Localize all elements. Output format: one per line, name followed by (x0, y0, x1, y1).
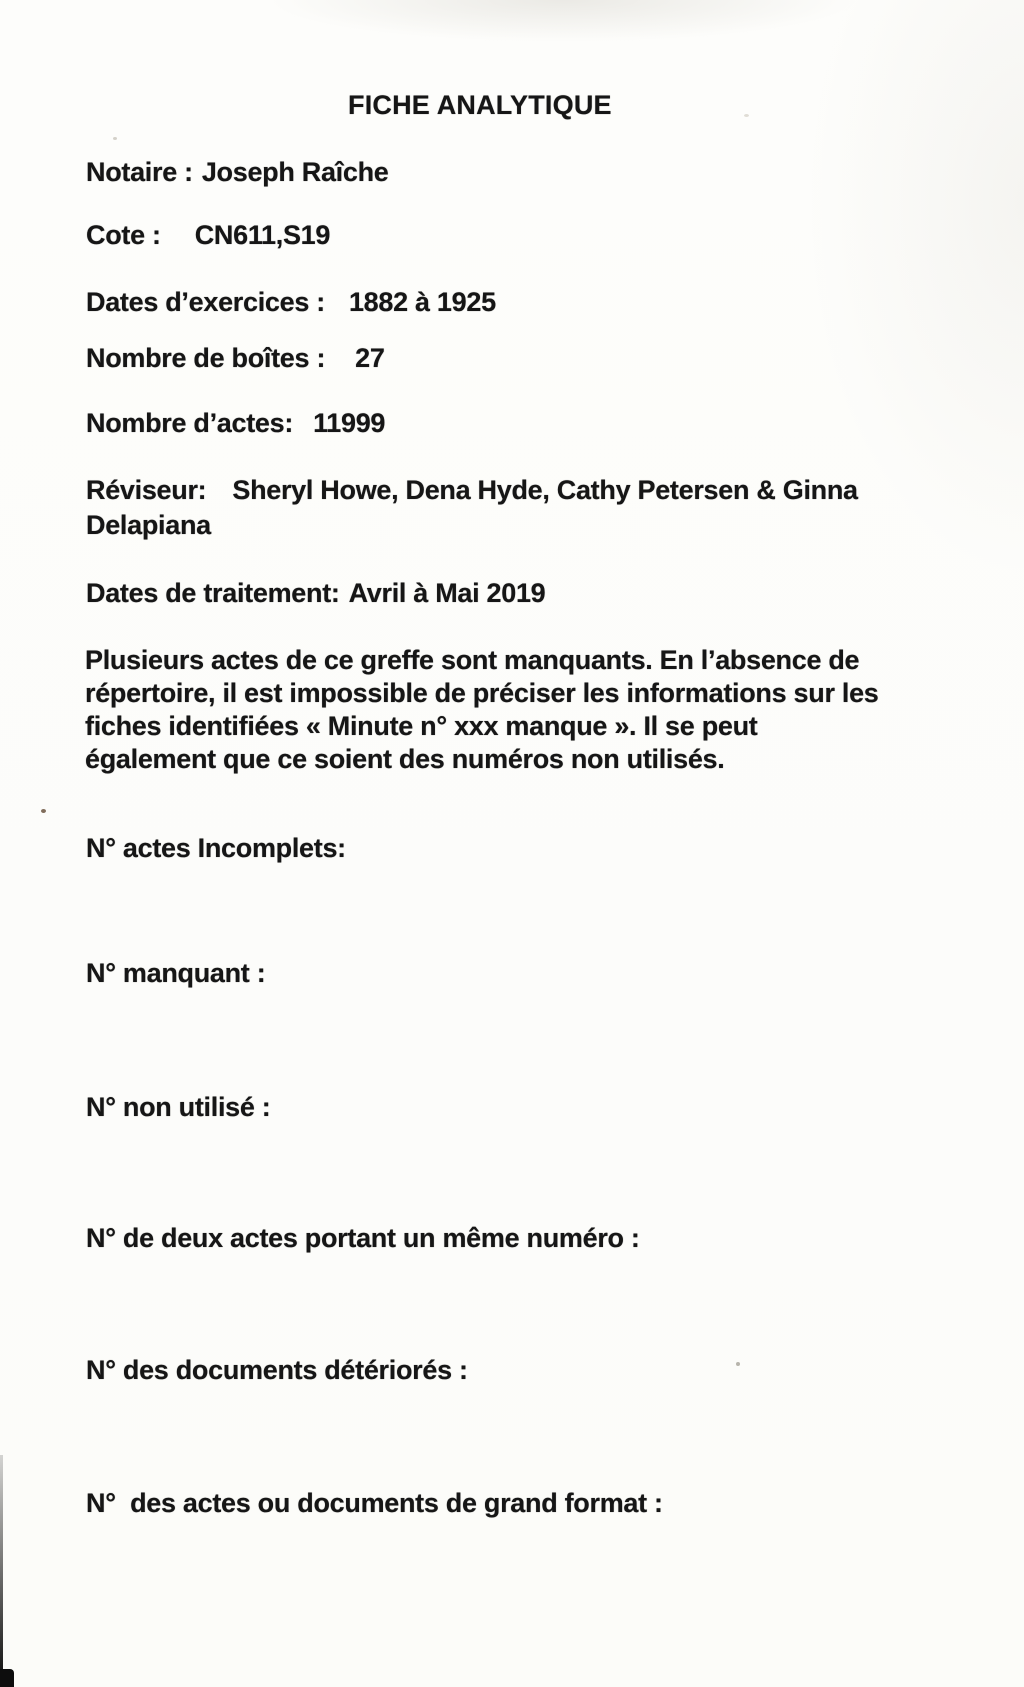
note-line: répertoire, il est impossible de préciser les informations sur les (85, 678, 879, 708)
note-line: fiches identifiées « Minute n° xxx manque ». Il se peut (85, 711, 758, 741)
field-nombre-actes-label: Nombre d’actes: (86, 408, 294, 438)
field-notaire (86, 157, 389, 189)
blank-field-documents-deteriores: N° des documents détériorés : (86, 1355, 468, 1385)
field-cote (86, 220, 330, 252)
blank-field-grand-format: N° des actes ou documents de grand format : (86, 1488, 663, 1518)
field-dates-exercices-value: 1882 à 1925 (348, 287, 496, 317)
blank-field-deux-actes-meme-numero: N° de deux actes portant un même numéro : (86, 1223, 640, 1253)
field-notaire-value: Joseph Raîche (201, 157, 389, 187)
field-cote-value: CN611,S19 (194, 220, 331, 250)
field-cote-label: Cote : (86, 220, 161, 250)
field-dates-traitement-value: Avril à Mai 2019 (348, 578, 546, 608)
blank-field-non-utilise: N° non utilisé : (86, 1092, 271, 1122)
scan-corner-artifact (0, 1669, 14, 1687)
field-nombre-boites (86, 343, 385, 375)
field-nombre-boites-value: 27 (355, 343, 385, 373)
scan-speck (736, 1362, 740, 1366)
field-notaire-label: Notaire : (86, 157, 193, 187)
note-line: également que ce soient des numéros non utilisés. (85, 744, 725, 774)
scan-speck (113, 137, 117, 140)
field-nombre-actes (86, 408, 385, 440)
field-dates-exercices-label: Dates d’exercices : (86, 287, 325, 317)
field-dates-exercices (86, 287, 496, 319)
scan-speck (744, 114, 749, 117)
field-nombre-boites-label: Nombre de boîtes : (86, 343, 326, 373)
blank-field-actes-incomplets: N° actes Incomplets: (86, 833, 346, 863)
field-nombre-actes-value: 11999 (313, 408, 386, 438)
field-dates-traitement-label: Dates de traitement: (86, 578, 340, 608)
field-reviseur-value-line1: Sheryl Howe, Dena Hyde, Cathy Petersen & Ginna (232, 475, 858, 505)
field-reviseur (86, 475, 858, 507)
blank-field-manquant: N° manquant : (86, 958, 266, 988)
scan-edge-artifact (0, 1455, 3, 1687)
field-reviseur-label: Réviseur: (86, 475, 207, 505)
scan-speck (41, 809, 46, 813)
field-reviseur-value-line2: Delapiana (86, 510, 211, 540)
page-title: FICHE ANALYTIQUE (348, 90, 612, 120)
note-line: Plusieurs actes de ce greffe sont manquants. En l’absence de (85, 645, 860, 675)
field-dates-traitement (86, 578, 545, 610)
